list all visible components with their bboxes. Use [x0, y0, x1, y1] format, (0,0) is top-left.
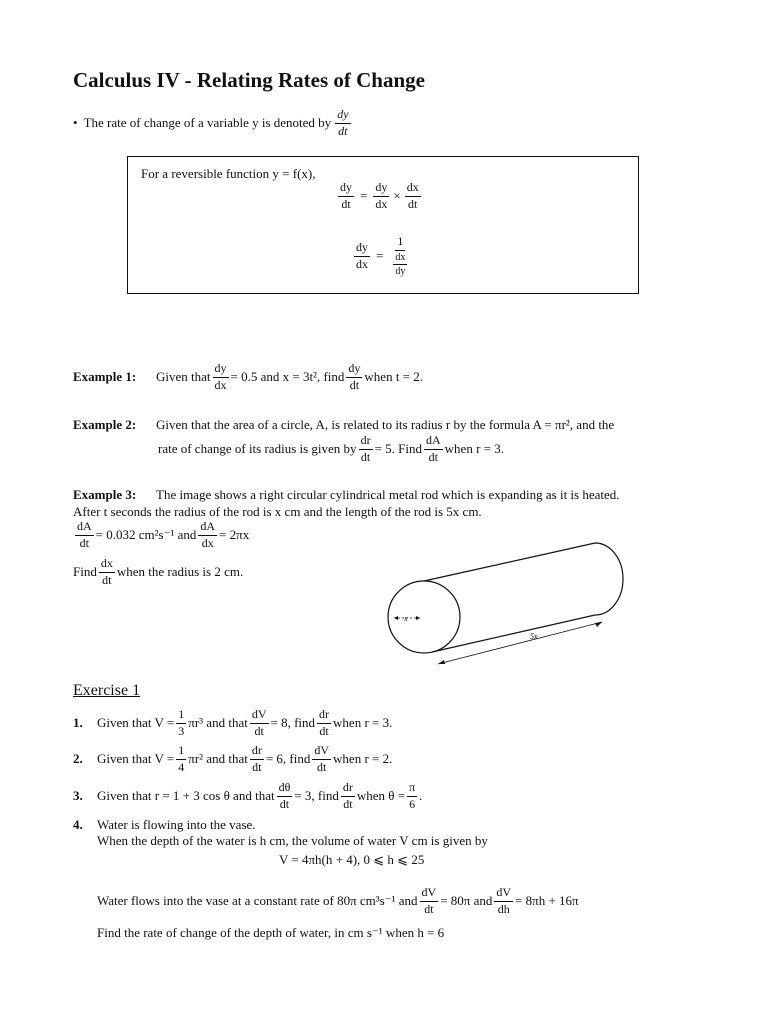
- question-text: When the depth of the water is h cm, the volume of water V cm is given by: [97, 833, 488, 848]
- example-text: = 0.032 cm²s⁻¹ and: [95, 527, 197, 543]
- frac-den: dt: [102, 572, 112, 587]
- question-number: 3.: [73, 788, 83, 804]
- example-1: [73, 362, 423, 393]
- question-text: when r = 3.: [333, 715, 393, 731]
- frac-den: dt: [343, 796, 353, 811]
- frac-den: dx: [375, 196, 388, 211]
- frac-num: π: [407, 781, 417, 797]
- radius-label: x: [404, 614, 408, 623]
- exercise-question-3: [73, 781, 422, 812]
- example-3-find: [73, 557, 243, 588]
- frac-num: dy: [354, 241, 370, 257]
- frac-num: 1: [176, 744, 186, 760]
- frac-den: 3: [178, 723, 185, 738]
- frac-num: dr: [317, 708, 331, 724]
- question-text: .: [419, 788, 423, 804]
- cylinder-rod-figure: [380, 538, 630, 670]
- question-text: Water flows into the vase at a constant rate of 80π cm³s⁻¹ and: [97, 893, 418, 909]
- length-arrow: [438, 622, 602, 664]
- frac-den: dt: [319, 723, 329, 738]
- flow-rate-line: [97, 886, 579, 917]
- exercise-heading: Exercise 1: [73, 682, 141, 699]
- question-text: = 80π and: [440, 893, 493, 909]
- question-text: = 8πh + 16π: [515, 893, 579, 909]
- frac-num: dV: [250, 708, 269, 724]
- question-text: = 6, find: [265, 751, 311, 767]
- example-text: Given that: [156, 369, 211, 385]
- question-text: Find the rate of change of the depth of water, in cm s⁻¹ when h = 6: [97, 925, 445, 940]
- question-text: Water is flowing into the vase.: [97, 817, 256, 832]
- frac-num: dθ: [277, 781, 293, 797]
- example-text: = 5. Find: [374, 441, 422, 457]
- question-text: = 8, find: [270, 715, 316, 731]
- question-number: 4.: [73, 817, 83, 832]
- exercise-question-2: [73, 744, 392, 775]
- frac-den: dt: [317, 759, 327, 774]
- example-text: The image shows a right circular cylindrical metal rod which is expanding as it is heated.: [156, 487, 620, 502]
- question-text: Given that V =: [97, 715, 175, 731]
- frac-den: dt: [341, 196, 351, 211]
- frac-num: dx: [393, 252, 407, 266]
- frac-den: dt: [349, 377, 360, 392]
- frac-den: dt: [360, 449, 371, 464]
- frac-num: 1: [395, 235, 405, 251]
- exercise-question-4: [73, 817, 256, 833]
- example-text: rate of change of its radius is given by: [158, 441, 357, 457]
- example-3-line-1: [73, 487, 620, 503]
- frac-num: dy: [346, 362, 362, 378]
- question-text: = 3, find: [294, 788, 339, 804]
- example-text: = 0.5 and x = 3t², find: [230, 369, 345, 385]
- question-text: Given that V =: [97, 751, 175, 767]
- volume-formula: V = 4πh(h + 4), 0 ⩽ h ⩽ 25: [279, 852, 425, 867]
- example-text: Find: [73, 564, 97, 580]
- question-number: 2.: [73, 751, 83, 767]
- box-intro-text: For a reversible function y = f(x),: [141, 166, 316, 181]
- frac-den: dt: [424, 901, 434, 916]
- example-text: when the radius is 2 cm.: [116, 564, 244, 580]
- frac-num: dV: [420, 886, 439, 902]
- frac-den: dt: [428, 449, 438, 464]
- equals: =: [360, 188, 368, 204]
- frac-den: dx: [356, 256, 368, 271]
- example-3-line-2: After t seconds the radius of the rod is x cm and the length of the rod is 5x cm.: [73, 504, 482, 519]
- question-text: when r = 2.: [333, 751, 393, 767]
- frac-den: 6: [409, 796, 416, 811]
- frac-den: dx: [201, 535, 214, 550]
- frac-num: dr: [359, 434, 373, 450]
- frac-num: dA: [75, 520, 94, 536]
- frac-num: dr: [341, 781, 355, 797]
- example-label: Example 3:: [73, 487, 137, 502]
- question-text: πr² and that: [188, 751, 248, 767]
- formula-box: [127, 156, 639, 294]
- frac-den: dy: [395, 266, 406, 278]
- frac-num: dr: [250, 744, 264, 760]
- frac-num: dV: [312, 744, 331, 760]
- exercise-question-1: [73, 708, 392, 739]
- frac-den: dt: [408, 196, 418, 211]
- intro-text: The rate of change of a variable y is denoted by: [83, 115, 332, 131]
- rod-end-circle: [388, 581, 460, 653]
- intro-fraction: [335, 108, 350, 139]
- frac-num: 1: [176, 708, 186, 724]
- frac-den: dx: [214, 377, 227, 392]
- example-2-line-2: [158, 434, 504, 465]
- intro-line: [73, 108, 353, 139]
- question-text: when θ =: [356, 788, 406, 804]
- example-text: Given that the area of a circle, A, is related to its radius r by the formula A = πr², and the: [156, 417, 615, 432]
- example-2-line-1: [73, 417, 614, 433]
- frac-num: dy: [213, 362, 229, 378]
- inverse-formula: [352, 235, 413, 278]
- frac-den: dh: [497, 901, 510, 916]
- frac-den: dt: [254, 723, 264, 738]
- frac-den: dt: [79, 535, 89, 550]
- frac-den: dt: [279, 796, 290, 811]
- question-text: πr³ and that: [188, 715, 248, 731]
- question-text: Given that r = 1 + 3 cos θ and that: [97, 788, 275, 804]
- frac-num: dA: [198, 520, 217, 536]
- frac-num: dy: [338, 181, 354, 197]
- frac-num: dx: [405, 181, 421, 197]
- frac-den: dt: [338, 123, 348, 138]
- frac-num: dy: [373, 181, 389, 197]
- frac-den: 4: [178, 759, 185, 774]
- question-number: 1.: [73, 715, 83, 731]
- frac-den: dt: [252, 759, 262, 774]
- equals: =: [376, 248, 384, 264]
- example-text: = 2πx: [219, 527, 250, 543]
- example-label: Example 2:: [73, 417, 137, 432]
- frac-num: dV: [494, 886, 513, 902]
- frac-num: dy: [335, 108, 350, 124]
- example-label: Example 1:: [73, 369, 137, 385]
- chain-rule-formula: [336, 181, 423, 212]
- frac-num: dx: [99, 557, 115, 573]
- page-title: Calculus IV - Relating Rates of Change: [73, 68, 425, 92]
- times: ×: [393, 188, 401, 204]
- frac-num: dA: [424, 434, 443, 450]
- bullet: •: [73, 115, 78, 131]
- example-text: when t = 2.: [364, 369, 424, 385]
- example-3-rates: [73, 520, 249, 551]
- length-label: 5x: [530, 632, 538, 641]
- example-text: when r = 3.: [444, 441, 504, 457]
